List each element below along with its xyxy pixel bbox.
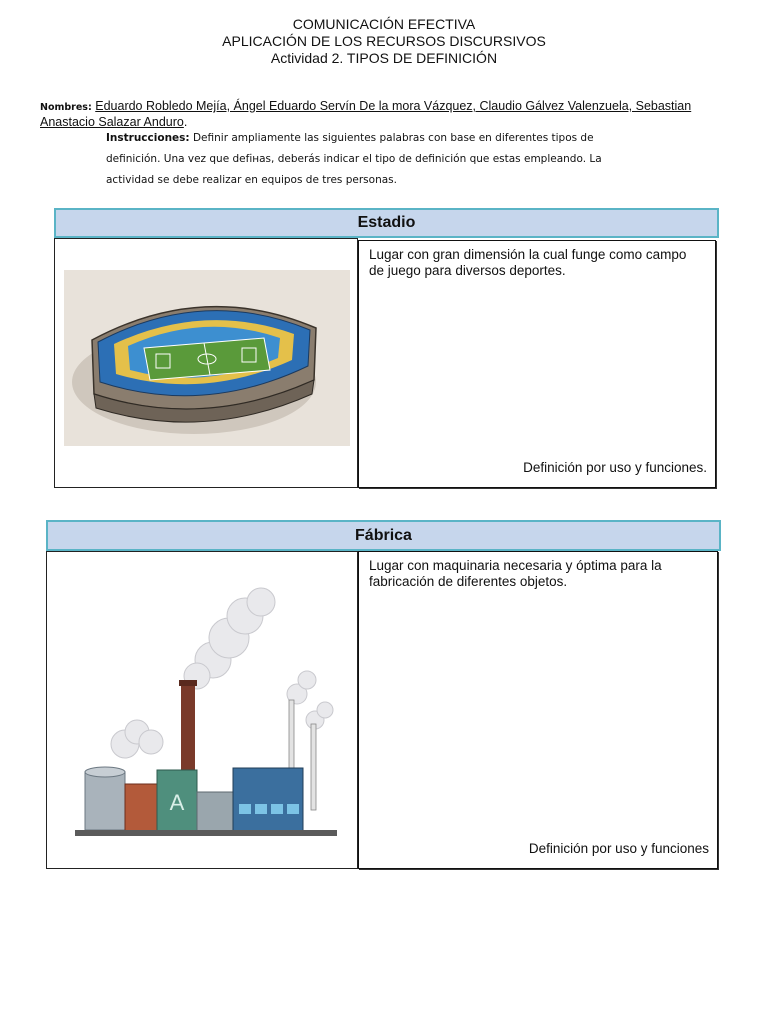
image-cell-fabrica xyxy=(46,551,358,869)
definition-cell-estadio xyxy=(358,240,716,488)
term-header-estadio xyxy=(54,208,719,238)
svg-text:A: A xyxy=(169,790,185,815)
stadium-illustration xyxy=(64,270,350,446)
term-label: Estadio xyxy=(357,214,416,231)
document-title xyxy=(0,16,768,67)
names-value: Eduardo Robledo Mejía, Ángel Eduardo Servín De la mora Vázquez, Claudio Gálvez Valenzuela, Sebastian Anastacio Salazar Anduro xyxy=(40,99,692,129)
instructions-text: Definir ampliamente las siguientes palabras con base en diferentes tipos de definición. Una vez que defінas, deberás indicar el tipo de definición que estas empleando. La actividad se debe realizar en equipos de tres personas. xyxy=(106,132,602,186)
definition-text: Lugar con gran dimensión la cual funge como campo de juego para diversos deportes. xyxy=(369,247,687,278)
instructions xyxy=(106,128,626,191)
names-line xyxy=(40,99,730,130)
image-cell-estadio xyxy=(54,238,358,488)
names-label: Nombres: xyxy=(40,102,92,113)
instructions-label: Instrucciones: xyxy=(106,132,190,144)
course-title: COMUNICACIÓN EFECTIVA xyxy=(292,16,476,32)
factory-illustration xyxy=(65,572,345,862)
names-suffix: . xyxy=(183,115,188,129)
definition-text: Lugar con maquinaria necesaria y óptima para la fabricación de diferentes objetos. xyxy=(369,558,662,589)
definition-cell-fabrica xyxy=(358,551,718,869)
course-subtitle: APLICACIÓN DE LOS RECURSOS DISCURSIVOS xyxy=(222,33,546,49)
term-header-fabrica xyxy=(46,520,721,551)
definition-type: Definición por uso y funciones xyxy=(528,841,709,856)
term-label: Fábrica xyxy=(355,527,412,544)
activity-title: Actividad 2. TIPOS DE DEFINICIÓN xyxy=(270,50,498,66)
definition-type: Definición por uso y funciones. xyxy=(523,460,707,475)
